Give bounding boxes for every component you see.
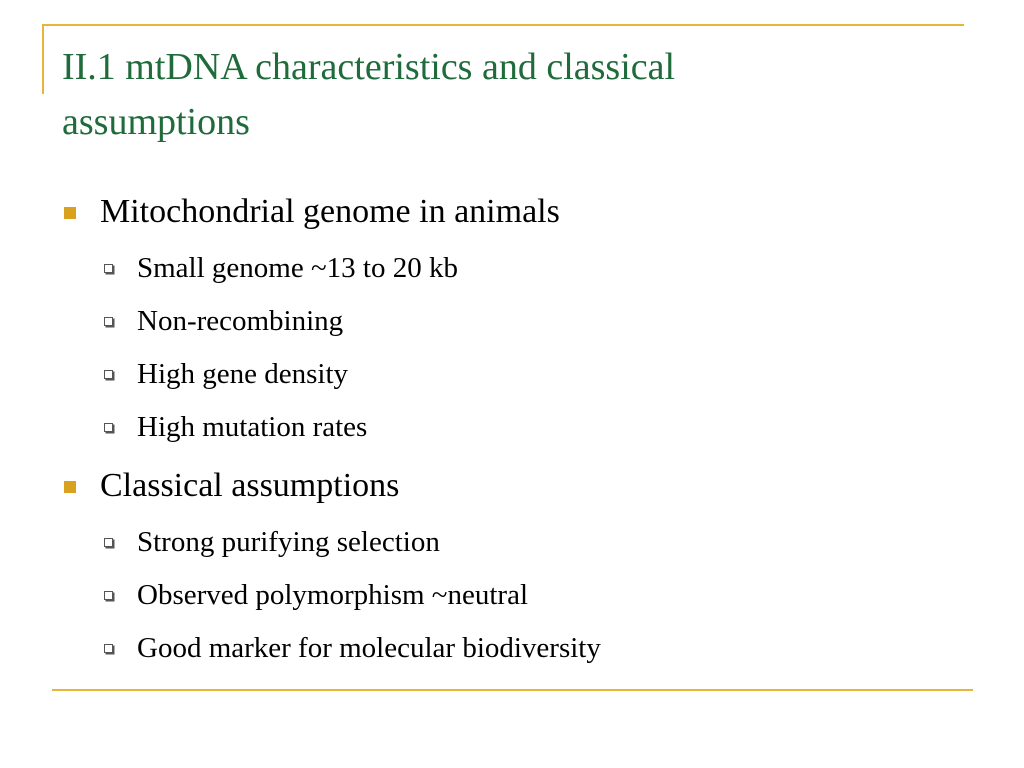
sub-bullet-item: Small genome ~13 to 20 kb	[137, 252, 458, 284]
slide-title-line: assumptions	[62, 101, 250, 143]
hollow-square-bullet-icon	[104, 370, 113, 379]
bullet-heading-mitochondrial-genome: Mitochondrial genome in animals	[100, 193, 560, 230]
bottom-rule	[52, 689, 973, 691]
sub-bullet-item: Strong purifying selection	[137, 526, 440, 558]
sub-bullet-item: Observed polymorphism ~neutral	[137, 579, 529, 611]
bullet-heading-classical-assumptions: Classical assumptions	[100, 467, 400, 504]
sub-bullet-item: High gene density	[137, 358, 349, 390]
hollow-square-bullet-icon	[104, 538, 113, 547]
hollow-square-bullet-icon	[104, 591, 113, 600]
sub-bullet-item: Good marker for molecular biodiversity	[137, 632, 601, 664]
slide-title-line: II.1 mtDNA characteristics and classical	[62, 46, 676, 88]
hollow-square-bullet-icon	[104, 423, 113, 432]
hollow-square-bullet-icon	[104, 264, 113, 273]
filled-square-bullet-icon	[64, 481, 76, 493]
sub-bullet-item: Non-recombining	[137, 305, 344, 337]
hollow-square-bullet-icon	[104, 644, 113, 653]
sub-bullet-item: High mutation rates	[137, 411, 368, 443]
filled-square-bullet-icon	[64, 207, 76, 219]
hollow-square-bullet-icon	[104, 317, 113, 326]
